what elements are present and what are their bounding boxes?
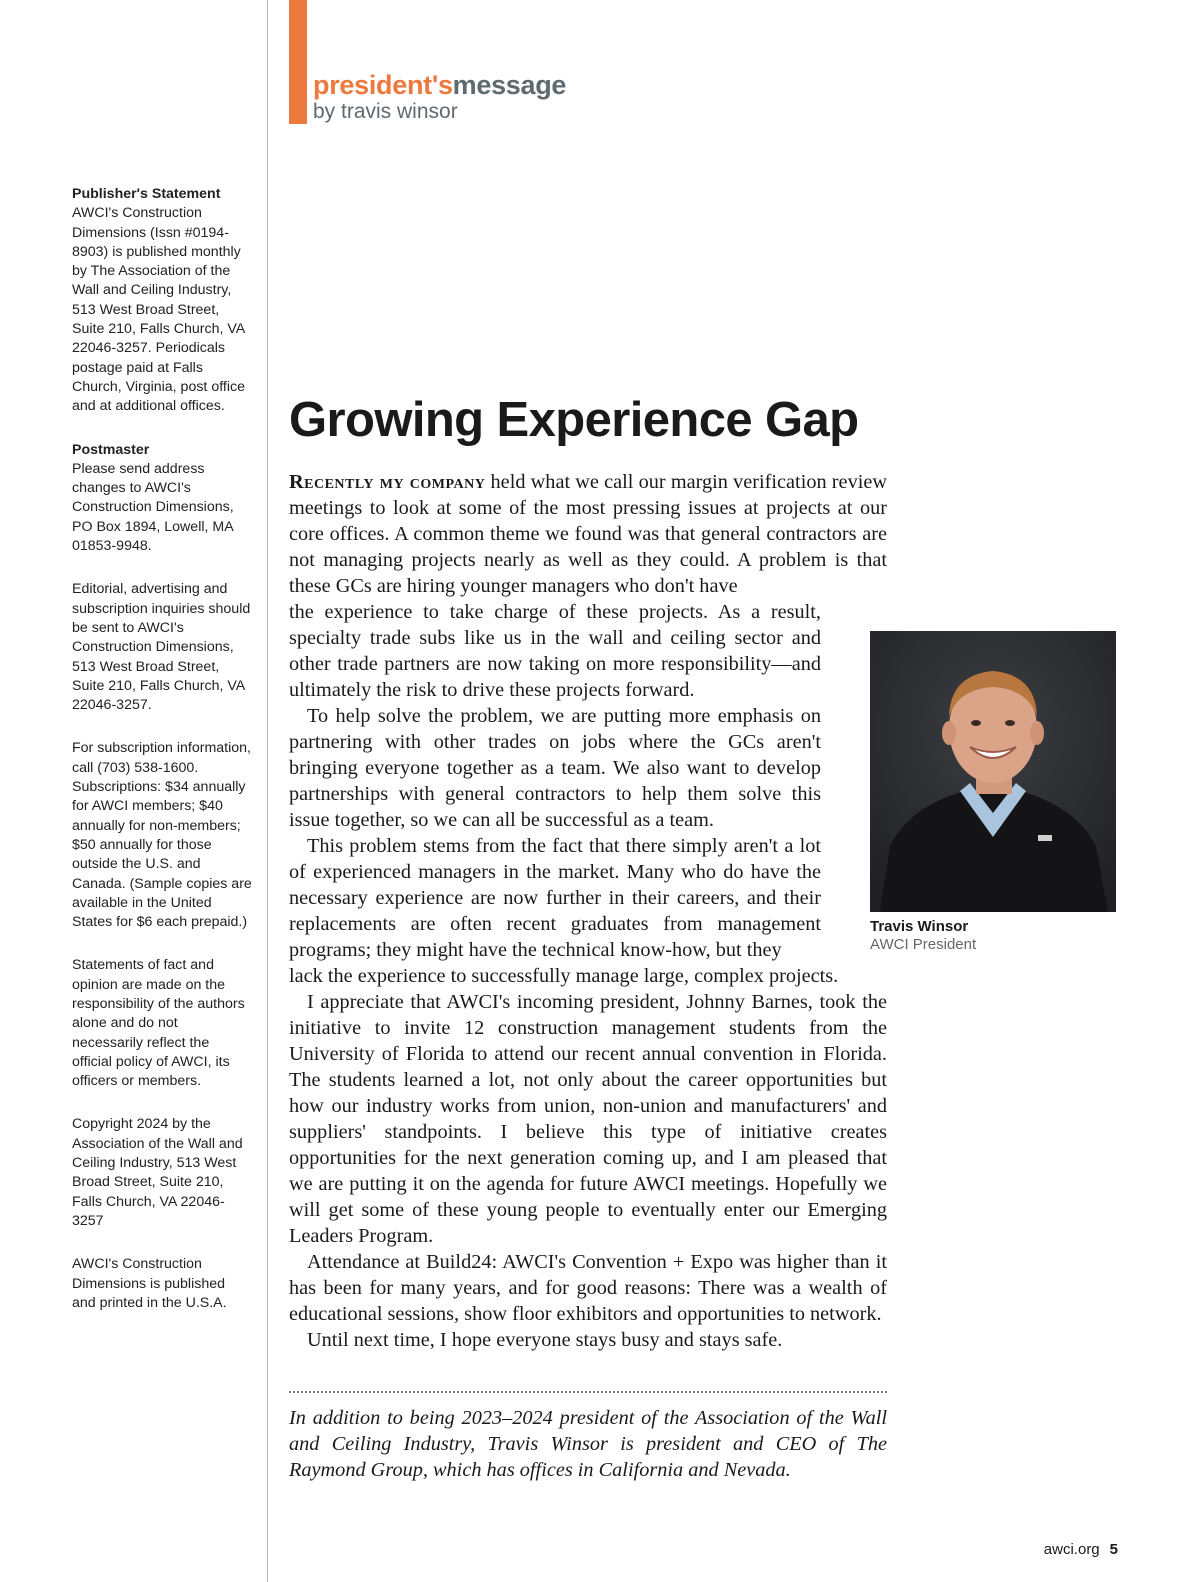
masthead [313, 72, 566, 122]
postmaster-heading: Postmaster [72, 441, 150, 458]
masthead-title-president: president's [313, 70, 453, 100]
photo-caption [870, 918, 976, 954]
publisher-sidebar [72, 185, 252, 1337]
copyright-notice [72, 1115, 252, 1231]
caption-name: Travis Winsor [870, 918, 969, 935]
printed-notice [72, 1255, 252, 1313]
article-paragraph-3-narrow: This problem stems from the fact that there simply aren't a lot of experienced managers in the market. Many who do have the necessary experience are now further in their careers, and their replacements are often recent graduates from management programs; they might have the technical know-how, but they [289, 835, 821, 961]
masthead-byline: by travis winsor [313, 100, 458, 123]
postmaster-text: Please send address changes to AWCI's Construction Dimensions, PO Box 1894, Lowell, MA 01853-9948. [72, 460, 234, 555]
article-headline: Growing Experience Gap [289, 393, 859, 447]
caption-role: AWCI President [870, 936, 977, 953]
statements-disclaimer [72, 956, 252, 1091]
article-paragraph-6: Until next time, I hope everyone stays busy and stays safe. [307, 1329, 783, 1351]
article-paragraph-2: To help solve the problem, we are putting more emphasis on partnering with other trades on jobs where the GCs aren't bringing everyone together as a team. We also want to develop partnerships with general contractors to help them solve this issue together, so we can all be successful as a team. [289, 705, 821, 831]
postmaster [72, 441, 252, 557]
masthead-accent-bar [289, 0, 307, 124]
article-narrow-column [289, 599, 821, 963]
article-body [289, 469, 887, 1353]
author-bio: In addition to being 2023–2024 president of the Association of the Wall and Ceiling Industry, Travis Winsor is president and CEO of The Raymond Group, which has offices in California and Nevada. [289, 1407, 887, 1481]
article-paragraph-1-narrow: the experience to take charge of these projects. As a result, specialty trade subs like us in the wall and ceiling sector and other trade partners are now taking on more responsibility—and ultimately the risk to drive these projects forward. [289, 601, 821, 701]
page-number: 5 [1109, 1541, 1118, 1558]
article-paragraph-1-wide: held what we call our margin verification review meetings to look at some of the most pressing issues at projects at our core offices. A common theme we found was that general contractors are not managing projects nearly as well as they could. A problem is that these GCs are hiring younger managers who don't have [289, 471, 887, 597]
column-divider [267, 0, 268, 1582]
printed-notice-text: AWCI's Construction Dimensions is published and printed in the U.S.A. [72, 1256, 227, 1311]
bio-divider [289, 1391, 887, 1393]
author-photo [870, 631, 1116, 912]
masthead-title [313, 72, 566, 99]
copyright-notice-text: Copyright 2024 by the Association of the Wall and Ceiling Industry, 513 West Broad Street, Suite 210, Falls Church, VA 22046-3257 [72, 1116, 243, 1229]
editorial-inquiries-text: Editorial, advertising and subscription inquiries should be sent to AWCI's Construction Dimensions, 513 West Broad Street, Suite 210, Falls Church, VA 22046-3257. [72, 581, 251, 714]
subscription-info [72, 739, 252, 932]
article-paragraph-4: I appreciate that AWCI's incoming president, Johnny Barnes, took the initiative to invite 12 construction management students from the University of Florida to attend our recent annual convention in Florida. The students learned a lot, not only about the career opportunities but how our industry works from union, non-union and manufacturers' and suppliers' standpoints. I believe this type of initiative creates opportunities for the next generation coming up, and I am pleased that we are putting it on the agenda for future AWCI meetings. Hopefully we will get some of these young people to eventually enter our Emerging Leaders Program. [289, 991, 887, 1247]
article-paragraph-5: Attendance at Build24: AWCI's Convention + Expo was higher than it has been for many years, and for good reasons: There was a wealth of educational sessions, show floor exhibitors and opportunities to network. [289, 1251, 887, 1325]
editorial-inquiries [72, 580, 252, 715]
publisher-statement-text: AWCI's Construction Dimensions (Issn #0194-8903) is published monthly by The Association of the Wall and Ceiling Industry, 513 West Broad Street, Suite 210, Falls Church, VA 22046-3257. Periodicals postage paid at Falls Church, Virginia, post office and at additional offices. [72, 205, 245, 415]
page-footer [1044, 1541, 1118, 1558]
publisher-statement [72, 185, 252, 417]
footer-site-link[interactable]: awci.org [1043, 1541, 1100, 1558]
article-lead-in: Recently my company [289, 471, 486, 493]
masthead-title-message: message [452, 70, 567, 100]
publisher-statement-heading: Publisher's Statement [72, 186, 221, 202]
subscription-info-text: For subscription information, call (703) 538-1600. Subscriptions: $34 annually for AWCI members; $40 annually for non-members; $50 annually for those outside the U.S. and Canada. (Sample copies are available in the United States for $6 each prepaid.) [72, 740, 252, 931]
statements-disclaimer-text: Statements of fact and opinion are made on the responsibility of the authors alone and do not necessarily reflect the official policy of AWCI, its officers or members. [72, 957, 245, 1090]
article-paragraph-3-wide: lack the experience to successfully manage large, complex projects. [289, 965, 839, 987]
article-paragraph-1 [289, 469, 887, 599]
portrait-illustration [870, 631, 1116, 912]
